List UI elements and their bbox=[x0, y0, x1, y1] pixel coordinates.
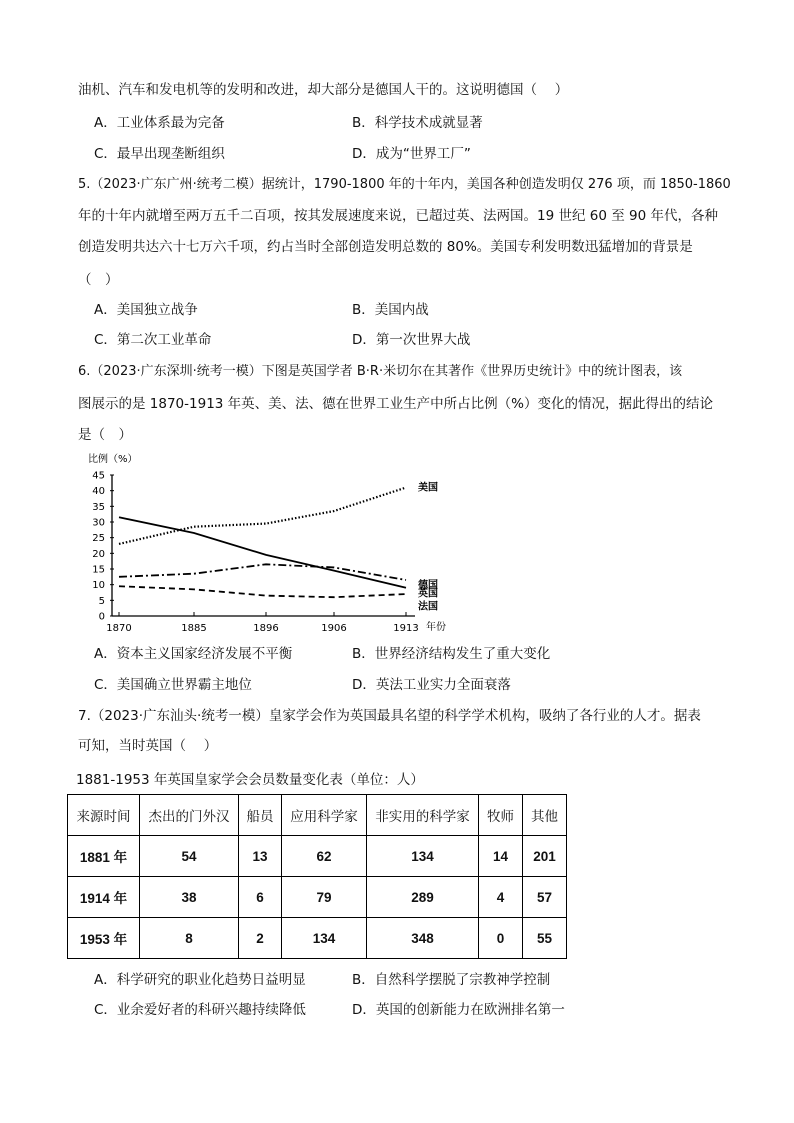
table-cell: 201 bbox=[523, 836, 567, 877]
series-line-2 bbox=[119, 517, 406, 588]
y-tick-label: 10 bbox=[92, 580, 105, 592]
table-cell: 1914 年 bbox=[68, 877, 140, 918]
series-line-3 bbox=[119, 586, 406, 597]
industrial-share-line-chart bbox=[70, 445, 460, 640]
table-header: 来源时间 bbox=[68, 795, 140, 836]
table-row bbox=[68, 918, 567, 959]
table-cell: 79 bbox=[282, 877, 367, 918]
y-axis-label: 比例（%） bbox=[88, 454, 138, 465]
q7-option-b: B．自然科学摆脱了宗教神学控制 bbox=[352, 972, 551, 988]
series-label: 法国 bbox=[418, 601, 438, 613]
x-axis-label: 年份 bbox=[426, 622, 446, 633]
q7-text: 7.（2023·广东汕头·统考一模）皇家学会作为英国最具名望的科学学术机构，吸纳了各行业的人才。据表 bbox=[78, 708, 701, 724]
table-title: 1881-1953 年英国皇家学会会员数量变化表（单位：人） bbox=[76, 772, 424, 788]
membership-table bbox=[67, 794, 567, 959]
y-tick-label: 20 bbox=[92, 548, 105, 560]
table-header: 非实用的科学家 bbox=[367, 795, 479, 836]
q6-option-a: A．资本主义国家经济发展不平衡 bbox=[94, 646, 293, 662]
q5-text: 5.（2023·广东广州·统考二模）据统计，1790-1800 年的十年内，美国各种创造发明仅 276 项，而 1850-1860 bbox=[78, 177, 731, 192]
q6-option-d: D．英法工业实力全面衰落 bbox=[352, 677, 511, 693]
q6-option-b: B．世界经济结构发生了重大变化 bbox=[352, 646, 551, 662]
table-cell: 348 bbox=[367, 918, 479, 959]
x-tick-label: 1913 bbox=[393, 623, 419, 634]
y-tick-label: 45 bbox=[92, 470, 105, 482]
q6-option-c: C．美国确立世界霸主地位 bbox=[94, 677, 252, 693]
table-cell: 1953 年 bbox=[68, 918, 140, 959]
table-header: 牧师 bbox=[479, 795, 523, 836]
q5-option-b: B．美国内战 bbox=[352, 302, 429, 318]
table-header: 应用科学家 bbox=[282, 795, 367, 836]
q5-option-c: C．第二次工业革命 bbox=[94, 332, 212, 348]
y-tick-label: 15 bbox=[92, 564, 105, 576]
table-row bbox=[68, 836, 567, 877]
q7-text: 可知，当时英国（ ） bbox=[78, 738, 218, 754]
y-tick-label: 5 bbox=[98, 595, 105, 607]
y-tick-label: 40 bbox=[92, 486, 105, 498]
table-cell: 134 bbox=[367, 836, 479, 877]
x-tick-label: 1906 bbox=[321, 623, 347, 634]
q7-option-c: C．业余爱好者的科研兴趣持续降低 bbox=[94, 1002, 306, 1018]
series-label: 美国 bbox=[418, 482, 438, 494]
table-header: 其他 bbox=[523, 795, 567, 836]
q5-answer-blank: （ ） bbox=[78, 272, 119, 288]
series-label: 德国 bbox=[418, 579, 438, 591]
table-cell: 8 bbox=[140, 918, 239, 959]
y-tick-label: 30 bbox=[92, 517, 105, 529]
x-tick-label: 1870 bbox=[106, 623, 132, 634]
q4-option-a: A．工业体系最为完备 bbox=[94, 115, 225, 131]
q4-text: 油机、汽车和发电机等的发明和改进，却大部分是德国人干的。这说明德国（ ） bbox=[78, 82, 569, 98]
q5-option-d: D．第一次世界大战 bbox=[352, 332, 471, 348]
q6-text: 图展示的是 1870-1913 年英、美、法、德在世界工业生产中所占比例（%）变化的情况，据此得出的结论 bbox=[78, 396, 713, 412]
series-label: 英国 bbox=[418, 588, 438, 600]
table-row bbox=[68, 877, 567, 918]
table-cell: 62 bbox=[282, 836, 367, 877]
series-line-0 bbox=[119, 488, 406, 544]
table-cell: 1881 年 bbox=[68, 836, 140, 877]
x-tick-label: 1885 bbox=[181, 623, 207, 634]
q7-option-a: A．科学研究的职业化趋势日益明显 bbox=[94, 972, 306, 988]
q5-text: 年的十年内就增至两万五千二百项，按其发展速度来说，已超过英、法两国。19 世纪 60 至 90 年代，各种 bbox=[78, 208, 718, 224]
table-header-row bbox=[68, 795, 567, 836]
q6-text: 6.（2023·广东深圳·统考一模）下图是英国学者 B·R·米切尔在其著作《世界历史统计》中的统计图表，该 bbox=[78, 364, 683, 379]
table-cell: 54 bbox=[140, 836, 239, 877]
table-header: 杰出的门外汉 bbox=[140, 795, 239, 836]
y-tick-label: 35 bbox=[92, 501, 105, 513]
table-cell: 38 bbox=[140, 877, 239, 918]
table-cell: 134 bbox=[282, 918, 367, 959]
q6-text: 是（ ） bbox=[78, 427, 132, 443]
q4-option-d: D．成为“世界工厂” bbox=[352, 146, 471, 162]
y-tick-label: 25 bbox=[92, 533, 105, 545]
q5-option-a: A．美国独立战争 bbox=[94, 302, 198, 318]
table-header: 船员 bbox=[239, 795, 282, 836]
q7-option-d: D．英国的创新能力在欧洲排名第一 bbox=[352, 1002, 565, 1018]
y-tick-label: 0 bbox=[98, 611, 105, 623]
table-cell: 6 bbox=[239, 877, 282, 918]
table-cell: 13 bbox=[239, 836, 282, 877]
table-cell: 57 bbox=[523, 877, 567, 918]
q5-text: 创造发明共达六十七万六千项，约占当时全部创造发明总数的 80%。美国专利发明数迅猛增加的背景是 bbox=[78, 239, 693, 255]
table-cell: 14 bbox=[479, 836, 523, 877]
table-cell: 0 bbox=[479, 918, 523, 959]
q4-option-b: B．科学技术成就显著 bbox=[352, 115, 483, 131]
table-cell: 289 bbox=[367, 877, 479, 918]
table-cell: 55 bbox=[523, 918, 567, 959]
table-cell: 4 bbox=[479, 877, 523, 918]
x-tick-label: 1896 bbox=[253, 623, 279, 634]
q4-option-c: C．最早出现垄断组织 bbox=[94, 146, 225, 162]
table-cell: 2 bbox=[239, 918, 282, 959]
